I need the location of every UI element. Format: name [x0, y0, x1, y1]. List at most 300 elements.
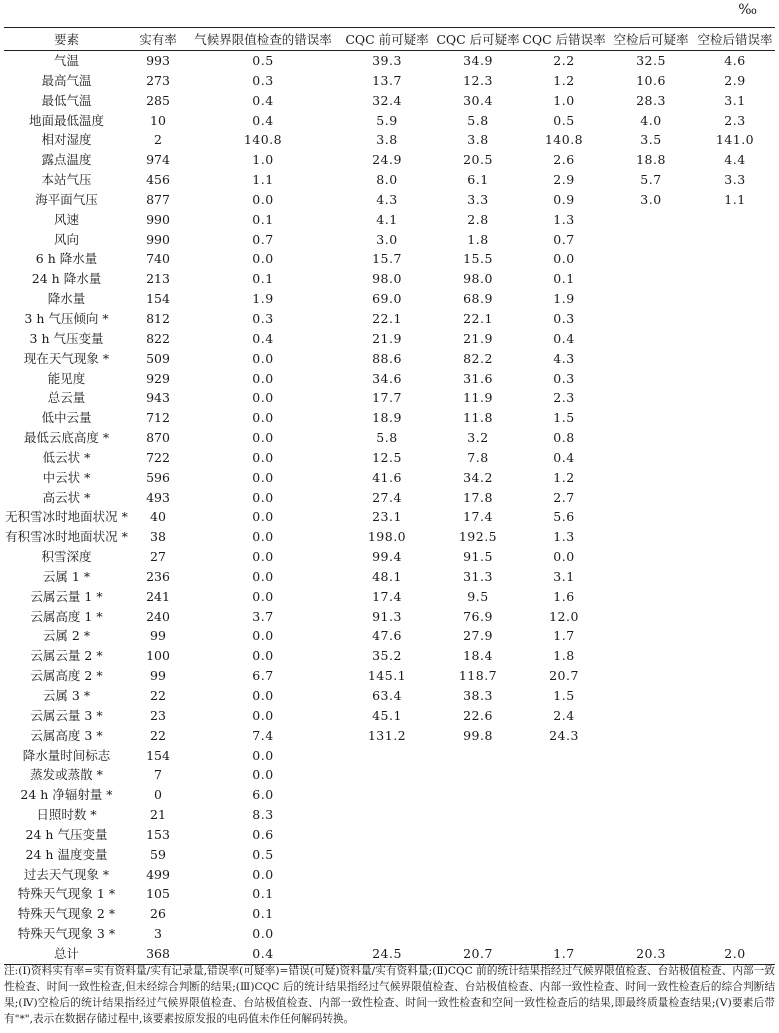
element-name-cell: 气温 — [53, 53, 79, 68]
table-row — [4, 150, 775, 170]
value-cell: 76.9 — [463, 608, 493, 624]
value-cell: 63.4 — [372, 688, 402, 703]
statistics-table — [4, 27, 775, 965]
value-cell — [607, 388, 695, 408]
element-name-cell: 过去天气现象 * — [23, 866, 110, 882]
table-row — [4, 190, 775, 210]
value-cell: 31.3 — [463, 568, 493, 584]
value-cell — [695, 289, 775, 309]
value-cell — [695, 329, 775, 349]
value-cell — [607, 468, 695, 488]
value-cell: 0.4 — [252, 92, 274, 108]
table-row — [4, 408, 775, 428]
value-cell: 877 — [146, 191, 170, 207]
value-cell: 3.0 — [376, 231, 398, 247]
value-cell: 1.1 — [724, 191, 746, 207]
value-cell: 368 — [129, 944, 187, 964]
value-cell: 0.5 — [252, 53, 274, 68]
value-cell — [435, 785, 521, 805]
value-cell: 0.0 — [252, 628, 274, 644]
table-row — [4, 488, 775, 508]
value-cell — [435, 884, 521, 904]
value-cell: 712 — [146, 410, 170, 426]
value-cell: 27 — [150, 549, 166, 565]
element-name-cell: 云属 2 * — [42, 628, 91, 644]
table-row — [4, 706, 775, 726]
value-cell — [435, 904, 521, 924]
value-cell — [607, 726, 695, 746]
value-cell — [521, 865, 607, 885]
value-cell: 3.0 — [640, 191, 662, 207]
value-cell: 5.9 — [376, 112, 398, 128]
table-row — [4, 805, 775, 825]
value-cell: 2 — [154, 132, 162, 148]
table-row — [4, 91, 775, 111]
value-cell: 5.8 — [467, 112, 489, 128]
element-name-cell: 最高气温 — [41, 72, 92, 88]
value-cell: 1.5 — [553, 688, 575, 703]
value-cell: 0.1 — [252, 886, 274, 902]
element-name-cell: 24 h 气压变量 — [25, 826, 108, 842]
table-row — [4, 428, 775, 448]
value-cell: 140.8 — [243, 132, 283, 148]
value-cell: 509 — [146, 350, 170, 366]
table-footnote: 注:(Ⅰ)资料实有率=实有资料量/实有记录量,错误率(可疑率)=错误(可疑)资料量/实有资料量;(Ⅱ)CQC 前的统计结果指经过气候界限值检查、台站极值检查、内部一致性检查、时间一致性检查,但未经综合判断的结果;(Ⅲ)CQC 后的统计结果指经过气候界限值检查、台站极值检查、内部一致性检查、时间一致性检查后的综合判断结果;(Ⅳ)空检后的统计结果指经过气候界限值检查、台站极值检查、内部一致性检查、时间一致性检查和空间一致性检查后的结果,即最终质量检查结果;(Ⅴ)要素后带有"*",表示在数据存储过程中,该要素按原发报的电码值未作任何解码转换。 — [4, 965, 775, 1025]
value-cell: 2.6 — [553, 152, 575, 168]
value-cell: 0.0 — [252, 568, 274, 584]
element-name-cell: 24 h 降水量 — [31, 271, 102, 287]
value-cell: 0.0 — [553, 251, 575, 267]
value-cell — [695, 269, 775, 289]
value-cell: 26 — [150, 906, 166, 922]
value-cell: 82.2 — [463, 350, 493, 366]
table-row — [4, 130, 775, 150]
value-cell — [607, 507, 695, 527]
value-cell: 722 — [146, 449, 170, 465]
value-cell — [607, 309, 695, 329]
value-cell: 88.6 — [372, 350, 402, 366]
value-cell — [695, 448, 775, 468]
value-cell — [435, 765, 521, 785]
header-row — [4, 28, 775, 51]
value-cell — [339, 845, 435, 865]
value-cell: 0.0 — [252, 509, 274, 525]
value-cell: 0.4 — [252, 112, 274, 128]
value-cell: 0.0 — [252, 707, 274, 723]
value-cell: 15.7 — [372, 251, 402, 267]
value-cell: 0.0 — [252, 549, 274, 565]
table-row — [4, 71, 775, 91]
element-name-cell: 总云量 — [47, 390, 86, 406]
element-name-cell: 日照时数 * — [36, 807, 97, 823]
value-cell — [695, 309, 775, 329]
value-cell: 23 — [150, 707, 166, 723]
value-cell: 131.2 — [367, 727, 407, 743]
value-cell: 99 — [150, 628, 166, 644]
element-name-cell: 现在天气现象 * — [23, 350, 110, 366]
value-cell: 69.0 — [372, 291, 402, 307]
unit-label: ‰ — [738, 2, 757, 18]
value-cell: 241 — [146, 588, 170, 604]
table-row — [4, 349, 775, 369]
value-cell — [695, 845, 775, 865]
value-cell: 596 — [146, 469, 170, 485]
value-cell: 31.6 — [463, 370, 493, 386]
value-cell: 0.0 — [252, 648, 274, 664]
value-cell: 0.0 — [252, 866, 274, 882]
value-cell: 20.7 — [549, 668, 579, 684]
value-cell: 15.5 — [463, 251, 493, 267]
value-cell: 3.3 — [724, 172, 746, 188]
value-cell: 28.3 — [636, 92, 666, 108]
value-cell: 11.9 — [463, 390, 493, 406]
column-header: 气候界限值检查的错误率 — [187, 28, 339, 51]
value-cell: 3.1 — [724, 92, 746, 108]
value-cell — [521, 884, 607, 904]
value-cell: 6.0 — [252, 787, 274, 803]
value-cell: 236 — [146, 568, 170, 584]
value-cell — [695, 825, 775, 845]
value-cell: 0.0 — [252, 688, 274, 703]
value-cell: 0.4 — [553, 449, 575, 465]
value-cell: 3.5 — [640, 132, 662, 148]
value-cell: 17.4 — [463, 509, 493, 525]
value-cell — [607, 269, 695, 289]
value-cell: 0.0 — [252, 191, 274, 207]
value-cell — [339, 865, 435, 885]
value-cell: 13.7 — [372, 72, 402, 88]
value-cell — [695, 904, 775, 924]
table-row — [4, 388, 775, 408]
column-header: 空检后错误率 — [695, 28, 775, 51]
element-name-cell: 本站气压 — [41, 172, 92, 188]
element-name-cell: 蒸发或蒸散 * — [30, 767, 103, 783]
value-cell — [695, 884, 775, 904]
value-cell — [339, 924, 435, 944]
table-body — [4, 51, 775, 965]
value-cell: 8.0 — [376, 172, 398, 188]
value-cell: 1.5 — [553, 410, 575, 426]
value-cell: 17.8 — [463, 489, 493, 505]
value-cell: 0.0 — [252, 370, 274, 386]
value-cell — [607, 249, 695, 269]
value-cell: 22.6 — [463, 707, 493, 723]
table-row — [4, 746, 775, 766]
value-cell — [607, 626, 695, 646]
element-name-cell: 低中云量 — [41, 410, 92, 426]
table-row — [4, 626, 775, 646]
table-row — [4, 785, 775, 805]
value-cell: 0.0 — [252, 430, 274, 446]
element-name-cell: 24 h 温度变量 — [25, 846, 108, 862]
value-cell — [435, 924, 521, 944]
table-row — [4, 369, 775, 389]
value-cell: 0.0 — [252, 747, 274, 763]
value-cell — [695, 507, 775, 527]
value-cell: 99.4 — [372, 549, 402, 565]
value-cell — [339, 765, 435, 785]
element-name-cell: 特殊天气现象 3 * — [17, 926, 116, 942]
table-row — [4, 904, 775, 924]
value-cell — [607, 210, 695, 230]
value-cell — [521, 924, 607, 944]
value-cell: 3.3 — [467, 191, 489, 207]
value-cell: 7 — [154, 767, 162, 783]
table-row — [4, 527, 775, 547]
value-cell — [695, 210, 775, 230]
value-cell — [695, 249, 775, 269]
value-cell: 240 — [146, 608, 170, 624]
column-header: CQC 后错误率 — [521, 28, 607, 51]
element-name-cell: 最低云底高度 * — [23, 430, 110, 446]
value-cell: 0.0 — [553, 549, 575, 565]
value-cell — [695, 924, 775, 944]
value-cell: 0.0 — [252, 390, 274, 406]
table-row — [4, 765, 775, 785]
value-cell: 213 — [146, 271, 170, 287]
element-name-cell: 特殊天气现象 2 * — [17, 906, 116, 922]
value-cell: 18.9 — [372, 410, 402, 426]
value-cell: 4.3 — [376, 191, 398, 207]
value-cell: 27.4 — [372, 489, 402, 505]
value-cell: 0.6 — [252, 826, 274, 842]
value-cell: 0.7 — [553, 231, 575, 247]
value-cell: 98.0 — [372, 271, 402, 287]
value-cell: 3 — [154, 926, 162, 942]
value-cell: 91.5 — [463, 549, 493, 565]
value-cell — [695, 587, 775, 607]
value-cell — [695, 230, 775, 250]
element-name-cell: 相对湿度 — [41, 132, 92, 148]
value-cell: 32.4 — [372, 92, 402, 108]
table-row — [4, 607, 775, 627]
value-cell — [339, 904, 435, 924]
value-cell — [695, 527, 775, 547]
value-cell: 10 — [150, 112, 166, 128]
value-cell — [521, 765, 607, 785]
value-cell: 3.1 — [553, 568, 575, 584]
element-name-cell: 风速 — [53, 211, 79, 227]
element-name-cell: 低云状 * — [42, 449, 91, 465]
value-cell: 0 — [154, 787, 162, 803]
value-cell: 493 — [146, 489, 170, 505]
value-cell: 21 — [150, 807, 166, 823]
value-cell — [695, 607, 775, 627]
value-cell: 1.8 — [467, 231, 489, 247]
value-cell: 0.7 — [252, 231, 274, 247]
value-cell — [607, 884, 695, 904]
value-cell: 22 — [150, 727, 166, 743]
value-cell — [607, 904, 695, 924]
value-cell: 1.3 — [553, 211, 575, 227]
value-cell: 7.8 — [467, 449, 489, 465]
value-cell: 154 — [146, 747, 170, 763]
value-cell: 5.7 — [640, 172, 662, 188]
value-cell: 12.5 — [372, 449, 402, 465]
value-cell: 9.5 — [467, 588, 489, 604]
element-name-cell: 降水量 — [47, 291, 86, 307]
value-cell: 118.7 — [458, 668, 498, 684]
element-name-cell: 风向 — [53, 231, 79, 247]
table-header — [4, 28, 775, 51]
value-cell — [695, 785, 775, 805]
value-cell: 0.1 — [252, 906, 274, 922]
value-cell: 10.6 — [636, 72, 666, 88]
value-cell: 0.0 — [252, 529, 274, 545]
table-row — [4, 646, 775, 666]
value-cell: 285 — [146, 92, 170, 108]
value-cell: 2.4 — [553, 707, 575, 723]
element-name-cell: 云属云量 2 * — [30, 648, 103, 664]
value-cell: 22 — [150, 688, 166, 703]
value-cell — [607, 646, 695, 666]
value-cell — [339, 746, 435, 766]
value-cell — [607, 230, 695, 250]
total-row — [4, 944, 775, 964]
value-cell — [435, 746, 521, 766]
value-cell: 0.1 — [252, 271, 274, 287]
value-cell — [521, 825, 607, 845]
value-cell — [695, 408, 775, 428]
value-cell: 35.2 — [372, 648, 402, 664]
value-cell: 0.8 — [553, 430, 575, 446]
value-cell: 0.0 — [252, 489, 274, 505]
value-cell: 0.1 — [252, 211, 274, 227]
table-row — [4, 507, 775, 527]
value-cell — [607, 765, 695, 785]
value-cell: 34.2 — [463, 469, 493, 485]
value-cell: 3.7 — [252, 608, 274, 624]
value-cell: 34.6 — [372, 370, 402, 386]
value-cell: 68.9 — [463, 291, 493, 307]
value-cell: 943 — [146, 390, 170, 406]
table-row — [4, 845, 775, 865]
element-name-cell: 有积雪冰时地面状况 * — [5, 529, 128, 545]
value-cell — [607, 607, 695, 627]
value-cell — [607, 289, 695, 309]
value-cell: 1.3 — [553, 529, 575, 545]
value-cell: 24.9 — [372, 152, 402, 168]
element-name-cell: 积雪深度 — [41, 549, 92, 565]
value-cell — [435, 845, 521, 865]
value-cell — [521, 785, 607, 805]
table-row — [4, 686, 775, 706]
element-name-cell: 地面最低温度 — [28, 112, 104, 128]
table-row — [4, 210, 775, 230]
value-cell: 0.0 — [252, 350, 274, 366]
value-cell: 1.2 — [553, 72, 575, 88]
value-cell — [607, 488, 695, 508]
value-cell: 20.3 — [607, 944, 695, 964]
element-name-cell: 云属 3 * — [42, 688, 91, 703]
value-cell: 59 — [150, 846, 166, 862]
value-cell: 4.3 — [553, 350, 575, 366]
value-cell: 100 — [146, 648, 170, 664]
value-cell: 4.6 — [724, 53, 746, 68]
value-cell: 99 — [150, 668, 166, 684]
value-cell: 20.7 — [435, 944, 521, 964]
value-cell — [695, 646, 775, 666]
value-cell: 0.3 — [252, 310, 274, 326]
value-cell — [695, 468, 775, 488]
table-row — [4, 329, 775, 349]
value-cell: 3.2 — [467, 430, 489, 446]
element-name-cell: 3 h 气压倾向 * — [24, 310, 109, 326]
value-cell — [607, 785, 695, 805]
table-row — [4, 309, 775, 329]
value-cell — [435, 825, 521, 845]
value-cell: 2.3 — [553, 390, 575, 406]
column-header: CQC 后可疑率 — [435, 28, 521, 51]
value-cell: 2.9 — [724, 72, 746, 88]
value-cell — [607, 587, 695, 607]
value-cell — [695, 726, 775, 746]
column-header: 空检后可疑率 — [607, 28, 695, 51]
value-cell: 27.9 — [463, 628, 493, 644]
value-cell — [607, 746, 695, 766]
value-cell: 6.7 — [252, 668, 274, 684]
value-cell: 154 — [146, 291, 170, 307]
value-cell: 0.4 — [187, 944, 339, 964]
value-cell: 0.0 — [252, 410, 274, 426]
value-cell: 4.1 — [376, 211, 398, 227]
value-cell — [521, 845, 607, 865]
value-cell: 24.5 — [339, 944, 435, 964]
element-name-cell: 中云状 * — [42, 469, 91, 485]
value-cell: 0.9 — [553, 191, 575, 207]
element-name-cell: 云属高度 1 * — [30, 608, 103, 624]
value-cell: 12.0 — [549, 608, 579, 624]
value-cell — [607, 527, 695, 547]
value-cell: 990 — [146, 231, 170, 247]
value-cell: 990 — [146, 211, 170, 227]
value-cell — [607, 805, 695, 825]
value-cell: 2.3 — [724, 112, 746, 128]
value-cell: 1.0 — [252, 152, 274, 168]
value-cell — [695, 765, 775, 785]
value-cell: 0.4 — [252, 330, 274, 346]
table-row — [4, 111, 775, 131]
value-cell: 0.5 — [252, 846, 274, 862]
value-cell: 99.8 — [463, 727, 493, 743]
element-name-cell: 总计 — [4, 944, 129, 964]
element-name-cell: 最低气温 — [41, 92, 92, 108]
value-cell: 21.9 — [372, 330, 402, 346]
value-cell — [695, 666, 775, 686]
column-header: CQC 前可疑率 — [339, 28, 435, 51]
value-cell: 153 — [146, 826, 170, 842]
value-cell — [607, 408, 695, 428]
value-cell: 22.1 — [372, 310, 402, 326]
value-cell: 21.9 — [463, 330, 493, 346]
value-cell: 105 — [146, 886, 170, 902]
value-cell — [695, 488, 775, 508]
value-cell — [607, 686, 695, 706]
value-cell: 41.6 — [372, 469, 402, 485]
value-cell: 23.1 — [372, 509, 402, 525]
value-cell — [607, 666, 695, 686]
value-cell: 2.0 — [695, 944, 775, 964]
value-cell: 0.4 — [553, 330, 575, 346]
table-row — [4, 269, 775, 289]
element-name-cell: 特殊天气现象 1 * — [17, 886, 116, 902]
element-name-cell: 能见度 — [47, 370, 86, 386]
value-cell: 974 — [146, 152, 170, 168]
value-cell — [339, 825, 435, 845]
element-name-cell: 云属高度 3 * — [30, 727, 103, 743]
value-cell: 0.0 — [252, 251, 274, 267]
value-cell: 140.8 — [544, 132, 584, 148]
